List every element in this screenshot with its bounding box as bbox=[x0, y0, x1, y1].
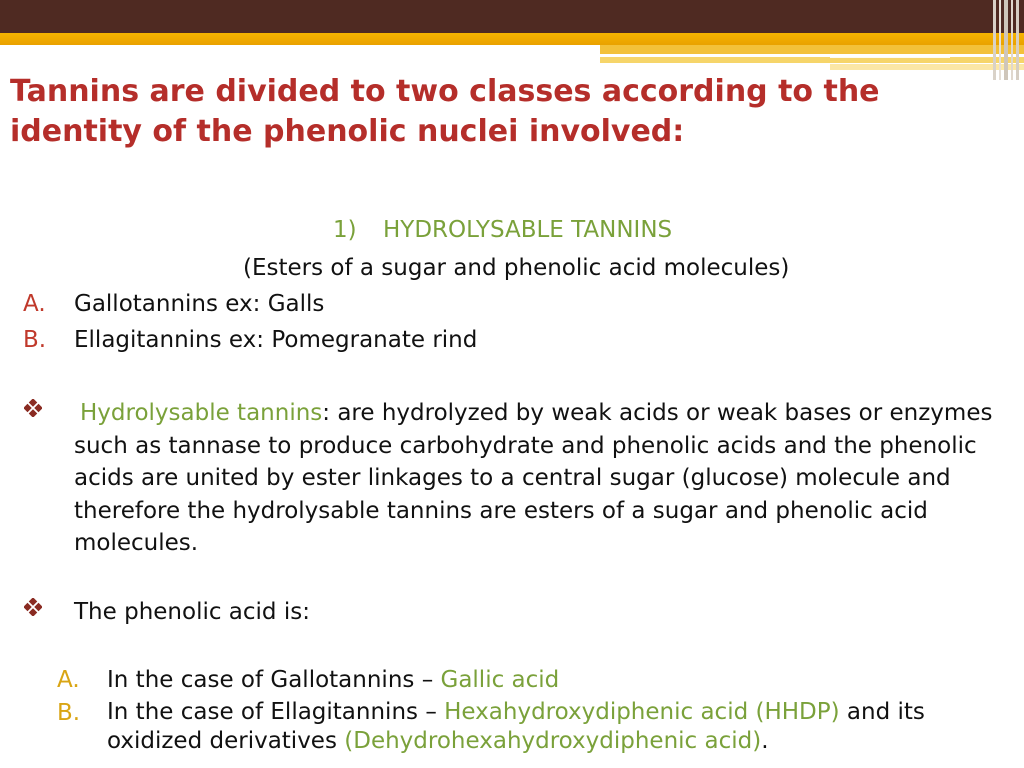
diamond-bullet-icon bbox=[24, 399, 42, 417]
type-item-b: Ellagitannins ex: Pomegranate rind bbox=[74, 327, 478, 353]
bullet-paragraph-hydrolysable bbox=[74, 397, 1009, 560]
acid-marker-b: B. bbox=[57, 700, 81, 726]
header-decoration bbox=[600, 0, 1024, 80]
acid-b-highlight2: (Dehydrohexahydroxydiphenic acid) bbox=[344, 728, 762, 754]
acid-b-highlight: Hexahydroxydiphenic acid (HHDP) bbox=[444, 699, 840, 725]
acid-b-prefix: In the case of Ellagitannins – bbox=[107, 699, 445, 725]
diamond-bullet-icon bbox=[24, 598, 42, 616]
section-number: 1) bbox=[333, 217, 357, 243]
section-heading: HYDROLYSABLE TANNINS bbox=[383, 217, 673, 243]
acid-b-end: . bbox=[761, 728, 769, 754]
bullet-phenolic-acid: The phenolic acid is: bbox=[74, 599, 310, 625]
acid-a-prefix: In the case of Gallotannins – bbox=[107, 667, 441, 693]
acid-item-b bbox=[107, 698, 1007, 756]
type-marker-b: B. bbox=[23, 327, 47, 353]
section-subheading: (Esters of a sugar and phenolic acid molecules) bbox=[243, 255, 790, 281]
slide-title: Tannins are divided to two classes according to the identity of the phenolic nuclei involved: bbox=[10, 74, 880, 149]
type-item-a: Gallotannins ex: Galls bbox=[74, 291, 325, 317]
acid-a-highlight: Gallic acid bbox=[440, 667, 560, 693]
acid-item-a bbox=[107, 665, 559, 695]
type-marker-a: A. bbox=[23, 291, 46, 317]
acid-marker-a: A. bbox=[57, 667, 80, 693]
acid-b-suffix: and its oxidized derivatives bbox=[107, 699, 925, 754]
term-hydrolysable-tannins: Hydrolysable tannins bbox=[80, 400, 323, 426]
bullet-text: are hydrolyzed by weak acids or weak bases or enzymes such as tannase to produce carbohydrate and phenolic acids and the phenolic acids are united by ester linkages to a central sugar (glucose) molecule and therefore the hydrolysable tannins are esters of a sugar and phenolic acid molecules. bbox=[74, 400, 993, 556]
term-colon: : bbox=[322, 400, 331, 426]
